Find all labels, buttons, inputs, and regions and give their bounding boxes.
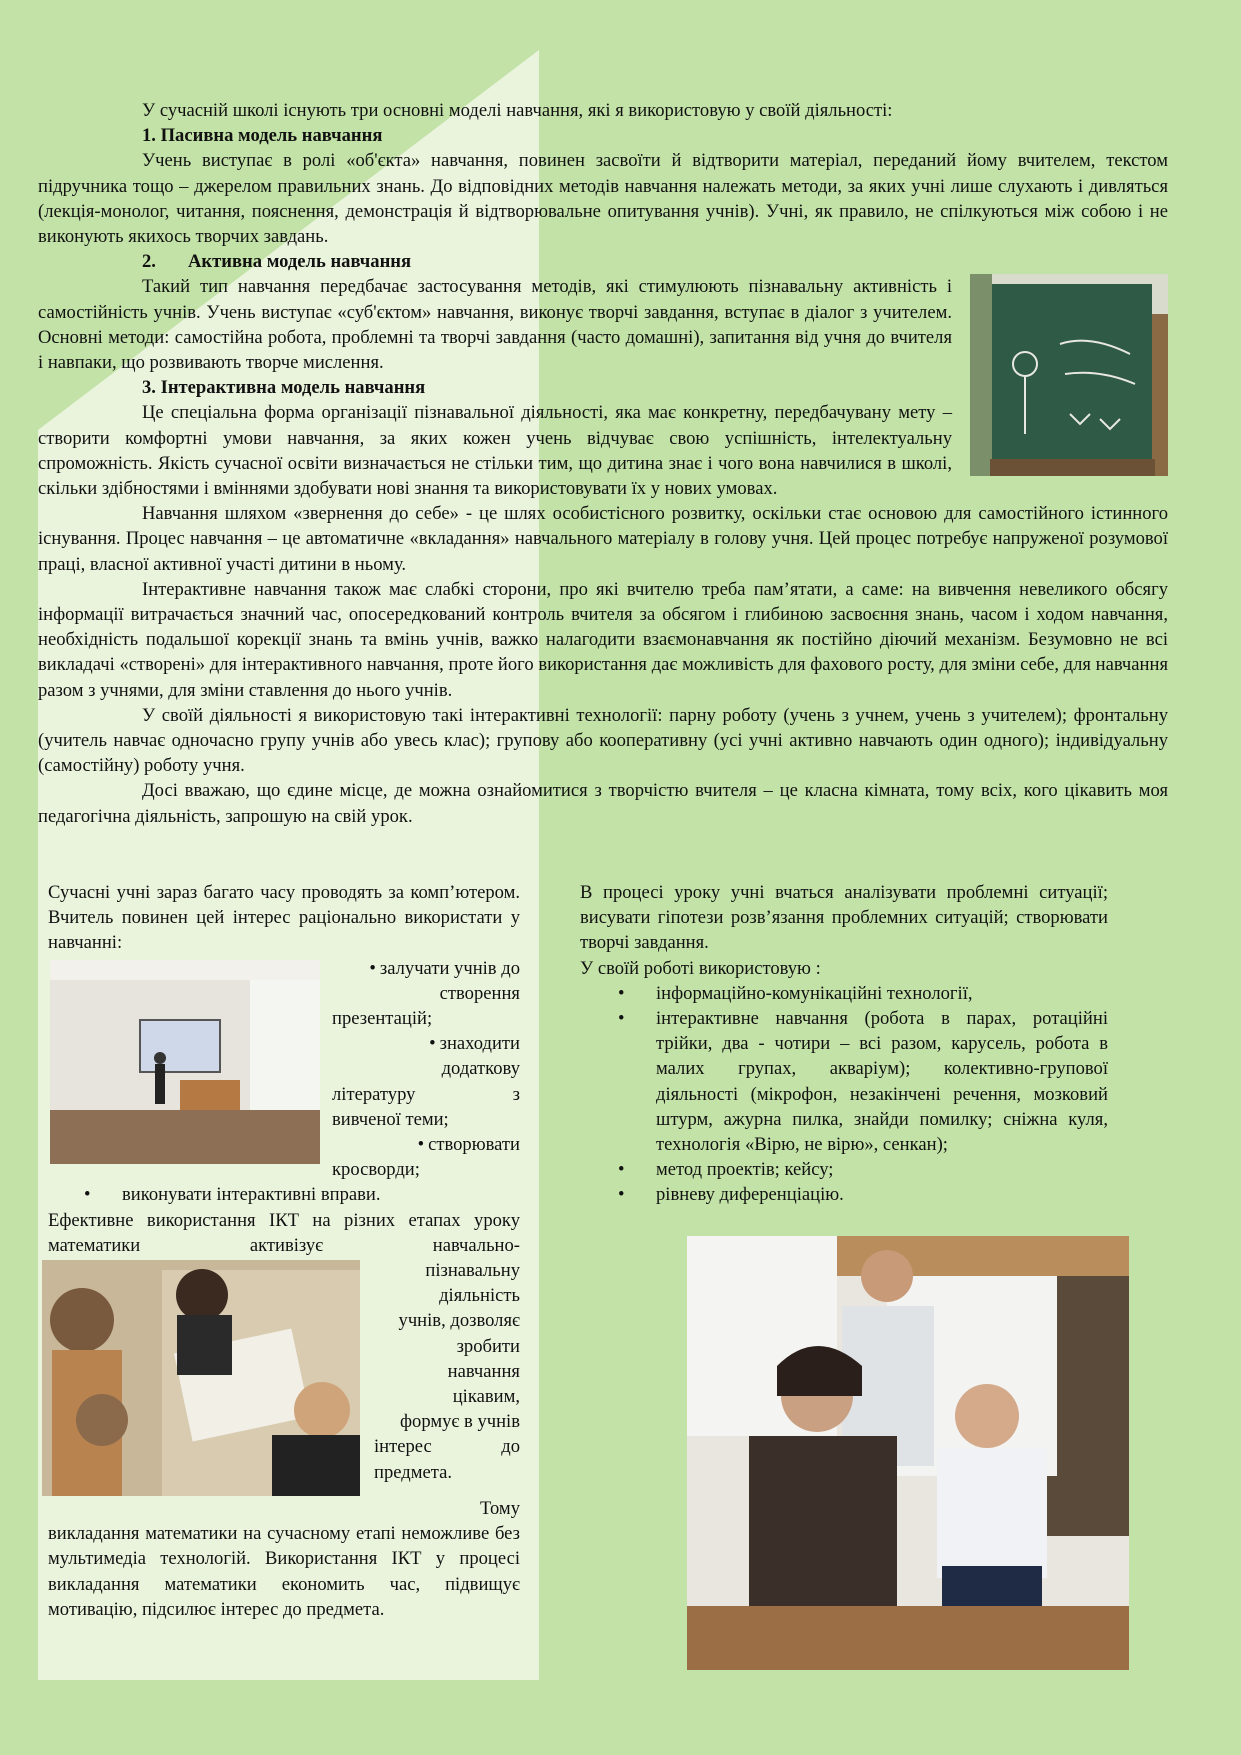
teacher-students-photo [687, 1236, 1129, 1670]
model1-heading: 1. Пасивна модель навчання [142, 125, 383, 147]
bullet-exercises: • виконувати інтерактивні вправи. [48, 1182, 520, 1207]
bullet-literature-1: • знаходити [48, 1031, 520, 1056]
ict-line-2: діяльність [439, 1285, 520, 1307]
list-item: • рівневу диференціацію. [580, 1182, 1108, 1207]
document-body [38, 98, 1168, 829]
model2-title: Активна модель навчання [188, 251, 412, 273]
ict-line-1: пізнавальну [425, 1260, 520, 1282]
ict-paragraph-bottom: викладання математики на сучасному етапі неможливе без мультимедіа технологій. Використання ІКТ у процесі викладання математики економить час, підвищує мотивацію, підсилює інтерес до предмета. [48, 1523, 520, 1620]
bullet-presentations-2: створення [439, 982, 520, 1004]
methods-list [580, 981, 1108, 1208]
ict-line-6: цікавим, [452, 1386, 520, 1408]
weaknesses-text: Інтерактивне навчання також має слабкі сторони, про які вчителю треба пам’ятати, а саме: на вивчення невеликого обсягу інформації витрачається значний час, опосередкований контроль вчителя за обсягом і глибиною засвоєння знань, часом і ходом навчання, необхідність подальшої корекції знань та вмінь учнів, важко налагодити взаємонавчання як постійно діючий механізм. Безумовно не всі викладачі «створені» для інтерактивного навчання, проте його використання дає можливість для фахового росту, для зміни себе, для навчання разом з учнями, для зміни ставлення до нього учнів. [38, 578, 1168, 701]
ict-line-9: предмета. [374, 1461, 452, 1483]
model1-text: Учень виступає в ролі «об'єкта» навчання, повинен засвоїти й відтворити матеріал, переданий йому вчителем, текстом підручника тощо – джерелом правильних знань. До відповідних методів навчання належать методи, за яких учні лише слухають і дивляться (лекція-монолог, читання, пояснення, демонстрація й відтворювальне опитування учнів). Учні, як правило, не спілкуються між собою і не виконують якихось творчих завдань. [38, 150, 1168, 248]
students-group-photo [42, 1260, 360, 1496]
bullet-literature-3: літературу з [332, 1083, 520, 1105]
bullet-crosswords-2: кросворди; [332, 1159, 420, 1181]
ict-line-5: навчання [447, 1360, 520, 1382]
ict-line-8: інтерес до [374, 1436, 520, 1458]
left-column [48, 880, 520, 1622]
self-development-text: Навчання шляхом «звернення до себе» - це шлях особистісного розвитку, оскільки стає основою для самостійного істинного існування. Процес навчання – це автоматичне «вкладання» навчального матеріалу в голову учня. Цей процес потребує напруженої розумової праці, власної активної участі дитини в ньому. [38, 503, 1168, 575]
right-intro: В процесі уроку учні вчаться аналізувати проблемні ситуації; висувати гіпотези розв’язання проблемних ситуацій; створювати творчі завдання. [580, 882, 1108, 954]
model2-heading [38, 249, 1168, 274]
technologies-text: У своїй діяльності я використовую такі інтерактивні технології: парну роботу (учень з учнем, учень з учителем); фронтальну (учитель навчає одночасно групу учнів або увесь клас); групову або кооперативну (усі учні активно навчають один одного); індивідуальну (самостійну) роботу учня. [38, 704, 1168, 777]
model2-text: Такий тип навчання передбачає застосування методів, які стимулюють пізнавальну активність і самостійність учнів. Учень виступає «суб'єктом» навчання, виконує творчі завдання, вступає в діалог з учителем. Основні методи: самостійна робота, проблемні та творчі завдання (часто домашні), запитання від учня до вчителя і навпаки, що розвивають творче мислення. [38, 276, 952, 374]
list-item: • метод проектів; кейсу; [580, 1157, 1108, 1182]
model2-number: 2. [142, 251, 156, 273]
list-item: • інтерактивне навчання (робота в парах, ротаційні трійки, два - чотири – всі разом, карусель, робота в малих групах, акваріум); колективно-групової діяльності (мікрофон, незакінчені речення, мозковий штурм, ажурна пилка, знайди помилку; сніжна куля, технологія «Вірю, не вірю», сенкан); [580, 1006, 1108, 1157]
bullet-crosswords-1: • створювати [48, 1132, 520, 1157]
bullet-presentations-1: • залучати учнів до [48, 956, 520, 981]
classroom-text: Досі вважаю, що єдине місце, де можна ознайомитися з творчістю вчителя – це класна кімната, тому всіх, кого цікавить моя педагогічна діяльність, запрошую на свій урок. [38, 780, 1168, 827]
list-item: • інформаційно-комунікаційні технології, [580, 981, 1108, 1006]
left-intro: Сучасні учні зараз багато часу проводять за комп’ютером. Вчитель повинен цей інтерес раціонально використати у навчанні: [48, 882, 520, 954]
ict-line-10: Тому [480, 1498, 520, 1520]
bullet-literature-4: вивченої теми; [332, 1108, 449, 1130]
model3-heading: 3. Інтерактивна модель навчання [142, 377, 426, 399]
ict-line-3: учнів, дозволяє [398, 1310, 520, 1332]
right-lead: У своїй роботі використовую : [580, 957, 821, 979]
classroom-projector-photo [50, 960, 320, 1164]
bullet-literature-2: додаткову [441, 1058, 520, 1080]
bullet-presentations-3: презентацій; [332, 1008, 433, 1030]
ict-line-4: зробити [456, 1335, 520, 1357]
model3-text: Це спеціальна форма організації пізнавальної діяльності, яка має конкретну, передбачувану мету – створити комфортні умови навчання, за яких кожен учень відчуває свою успішність, інтелектуальну спроможність. Якість сучасної освіти визначається не стільки тим, що дитина знає і чого вона навчилися в школі, скільки здібностями і вміннями здобувати нові знання та використовувати їх у нових умовах. [38, 402, 952, 500]
ict-paragraph-top: Ефективне використання ІКТ на різних етапах уроку математики активізує навчально- [48, 1209, 520, 1256]
chalkboard-photo [970, 274, 1168, 476]
right-column [580, 880, 1108, 1208]
intro-text: У сучасній школі існують три основні моделі навчання, які я використовую у своїй діяльності: [142, 100, 893, 121]
ict-line-7: формує в учнів [399, 1411, 520, 1433]
